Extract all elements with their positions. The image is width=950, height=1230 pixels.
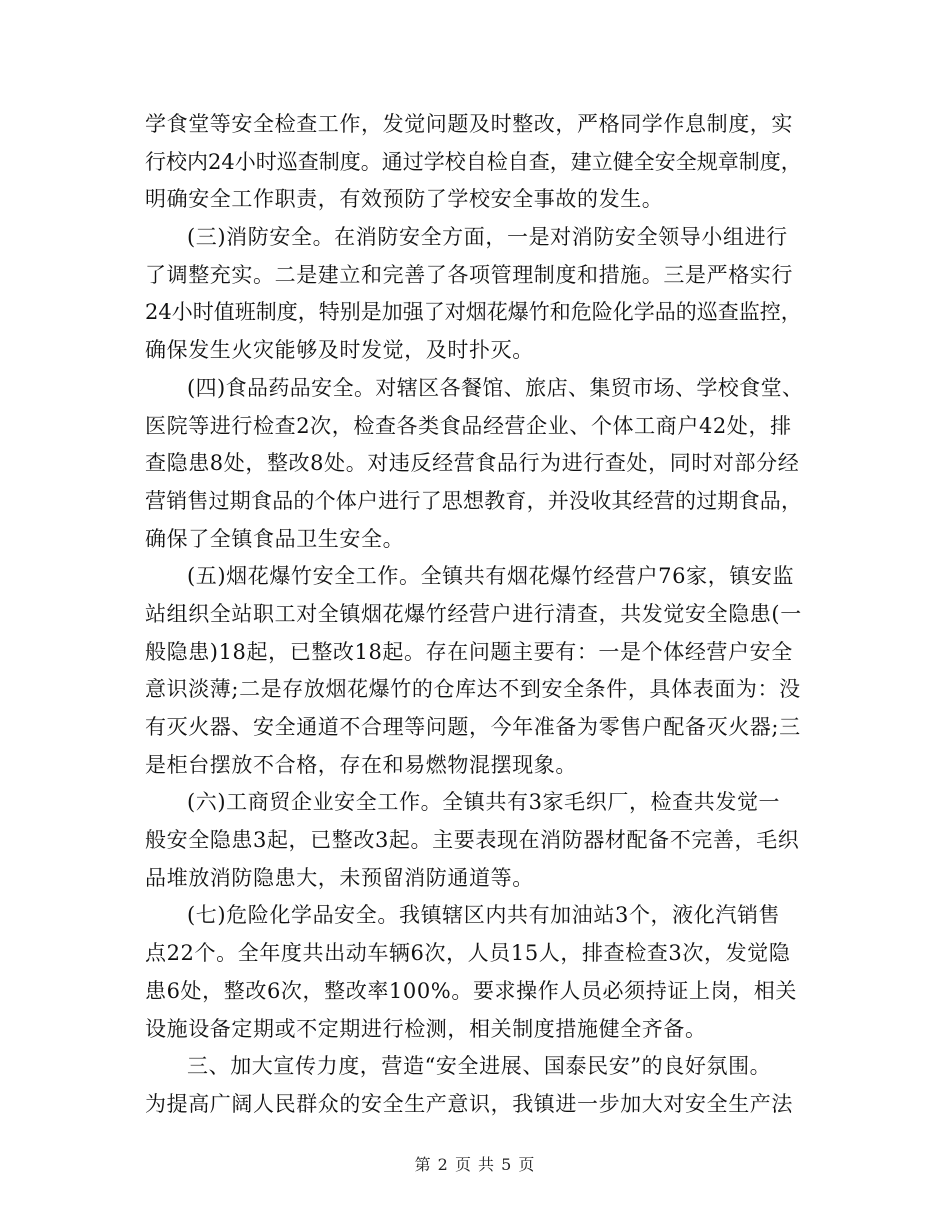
- text-line: 医院等进行检查2次，检查各类食品经营企业、个体工商户42处，排: [145, 413, 792, 438]
- text-line: 设施设备定期或不定期进行检测，相关制度措施健全齐备。: [145, 1016, 707, 1041]
- text-line: (四)食品药品安全。对辖区各餐馆、旅店、集贸市场、学校食堂、: [187, 375, 804, 400]
- text-line: 确保发生火灾能够及时发觉，及时扑灭。: [145, 338, 534, 363]
- text-line: 般隐患)18起，已整改18起。存在问题主要有：一是个体经营户安全: [145, 639, 793, 664]
- text-line: 意识淡薄;二是存放烟花爆竹的仓库达不到安全条件，具体表面为：没: [145, 677, 801, 702]
- text-line: 营销售过期食品的个体户进行了思想教育，并没收其经营的过期食品，: [145, 488, 803, 513]
- text-line: 点22个。全年度共出动车辆6次，人员15人，排查检查3次，发觉隐: [145, 941, 791, 966]
- text-line: 了调整充实。二是建立和完善了各项管理制度和措施。三是严格实行: [145, 262, 793, 287]
- text-line: 品堆放消防隐患大，未预留消防通道等。: [145, 865, 534, 890]
- text-line: (五)烟花爆竹安全工作。全镇共有烟花爆竹经营户76家，镇安监: [187, 564, 795, 589]
- text-line: 是柜台摆放不合格，存在和易燃物混摆现象。: [145, 752, 577, 777]
- text-line: (七)危险化学品安全。我镇辖区内共有加油站3个，液化汽销售: [187, 903, 781, 928]
- text-line: 24小时值班制度，特别是加强了对烟花爆竹和危险化学品的巡查监控，: [145, 300, 802, 325]
- text-line: 为提高广阔人民群众的安全生产意识，我镇进一步加大对安全生产法: [145, 1091, 793, 1116]
- text-line: 查隐患8处，整改8处。对违反经营食品行为进行查处，同时对部分经: [145, 451, 800, 476]
- text-line: 行校内24小时巡查制度。通过学校自检自查，建立健全安全规章制度，: [145, 149, 802, 174]
- text-line: (三)消防安全。在消防安全方面，一是对消防安全领导小组进行: [187, 225, 788, 250]
- text-line: 确保了全镇食品卫生安全。: [145, 526, 405, 551]
- page-footer: 第 2 页 共 5 页: [414, 1155, 536, 1174]
- document-body: [145, 106, 805, 1124]
- text-line: 般安全隐患3起，已整改3起。主要表现在消防器材配备不完善，毛织: [145, 828, 800, 853]
- text-line: (六)工商贸企业安全工作。全镇共有3家毛织厂，检查共发觉一: [187, 790, 781, 815]
- text-line: 站组织全站职工对全镇烟花爆竹经营户进行清查，共发觉安全隐患(一: [145, 601, 802, 626]
- text-line: 学食堂等安全检查工作，发觉问题及时整改，严格同学作息制度，实: [145, 112, 793, 136]
- text-line: 明确安全工作职责，有效预防了学校安全事故的发生。: [145, 187, 664, 212]
- text-line: 三、加大宣传力度，营造“安全进展、国泰民安”的良好氛围。: [187, 1054, 772, 1079]
- text-line: 有灭火器、安全通道不合理等问题，今年准备为零售户配备灭火器;三: [145, 715, 801, 739]
- text-line: 患6处，整改6次，整改率100%。要求操作人员必须持证上岗，相关: [145, 978, 797, 1003]
